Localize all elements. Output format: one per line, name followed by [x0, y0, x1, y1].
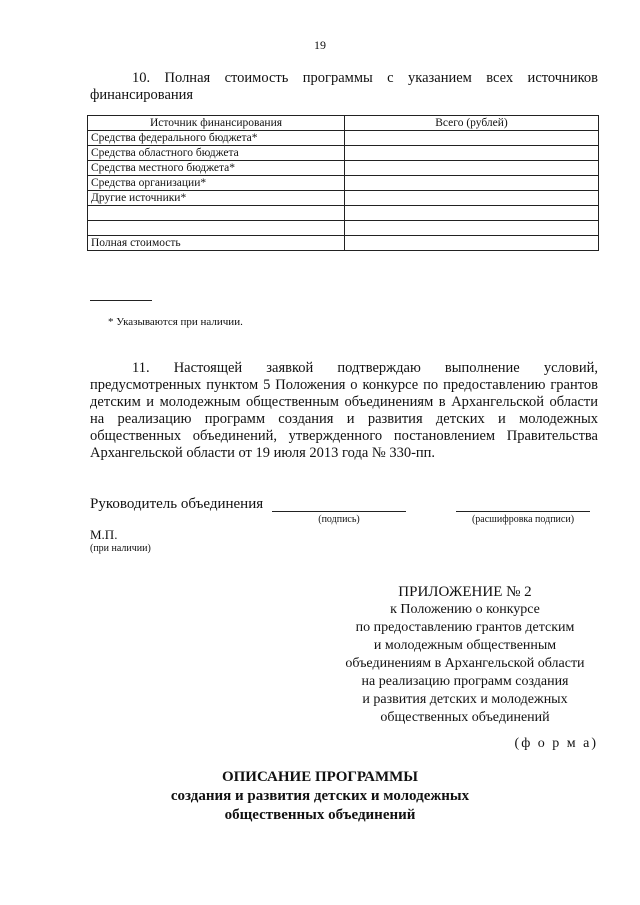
- table-row: [88, 206, 599, 221]
- appendix-line: и развития детских и молодежных: [362, 692, 568, 707]
- table-cell-source: Средства организации*: [88, 176, 345, 191]
- table-row: [88, 161, 599, 176]
- table-cell-source: Другие источники*: [88, 191, 345, 206]
- document-title: [0, 768, 640, 825]
- table-row: [88, 146, 599, 161]
- table-row: [88, 131, 599, 146]
- table-cell-total: [345, 221, 599, 236]
- appendix-block: [300, 583, 630, 727]
- table-cell-total: [345, 131, 599, 146]
- signature-line: [272, 511, 406, 512]
- table-cell-source: Средства областного бюджета: [88, 146, 345, 161]
- table-row: [88, 191, 599, 206]
- table-cell-total: [345, 161, 599, 176]
- table-row: [88, 176, 599, 191]
- appendix-line: общественных объединений: [380, 710, 550, 725]
- page-number: 19: [314, 38, 326, 52]
- table-cell-source: Полная стоимость: [88, 236, 345, 251]
- footnote: * Указываются при наличии.: [108, 316, 243, 328]
- appendix-line: по предоставлению грантов детским: [355, 620, 575, 635]
- table-cell-total: [345, 146, 599, 161]
- appendix-line: объединениям в Архангельской области: [345, 656, 585, 671]
- seal-note: (при наличии): [90, 543, 151, 554]
- appendix-line: к Положению о конкурсе: [390, 602, 540, 617]
- table-row-total: [88, 236, 599, 251]
- table-cell-total: [345, 206, 599, 221]
- table-cell-source: [88, 206, 345, 221]
- document-title-line: ОПИСАНИЕ ПРОГРАММЫ: [221, 769, 419, 785]
- signature-label: Руководитель объединения: [90, 496, 264, 512]
- document-subtitle-line: общественных объединений: [224, 807, 416, 823]
- table-cell-source: Средства местного бюджета*: [88, 161, 345, 176]
- appendix-line: и молодежным общественным: [373, 638, 557, 653]
- table-cell-total: [345, 191, 599, 206]
- table-header-source: Источник финансирования: [88, 116, 345, 131]
- signature-decode-line: [456, 511, 590, 512]
- signature-decode-caption: (расшифровка подписи): [471, 514, 575, 525]
- seal-label: М.П.: [90, 527, 118, 542]
- document-subtitle-line: создания и развития детских и молодежных: [170, 788, 470, 804]
- table-cell-total: [345, 176, 599, 191]
- table-cell-source: Средства федерального бюджета*: [88, 131, 345, 146]
- table-cell-source: [88, 221, 345, 236]
- table-row: [88, 221, 599, 236]
- financing-table: [87, 115, 599, 251]
- footnote-rule: [90, 300, 152, 301]
- appendix-title: ПРИЛОЖЕНИЕ № 2: [398, 584, 532, 600]
- table-header-total: Всего (рублей): [345, 116, 599, 131]
- section-10-heading: 10. Полная стоимость программы с указанием всех источников финансирования: [90, 70, 598, 103]
- table-cell-total: [345, 236, 599, 251]
- appendix-line: на реализацию программ создания: [361, 674, 569, 689]
- form-mark: (ф о р м а): [514, 736, 598, 751]
- table-header-row: [88, 116, 599, 131]
- signature-caption: (подпись): [318, 514, 360, 525]
- section-11-text: 11. Настоящей заявкой подтверждаю выполнение условий, предусмотренных пунктом 5 Положения о конкурсе по предоставлению грантов детским и молодежным общественным объединениям в Архангельской области на реализацию программ создания и развития детских и молодежных общественных объединений, утвержденного постановлением Правительства Архангельской области от 19 июля 2013 года № 330-пп.: [90, 360, 598, 461]
